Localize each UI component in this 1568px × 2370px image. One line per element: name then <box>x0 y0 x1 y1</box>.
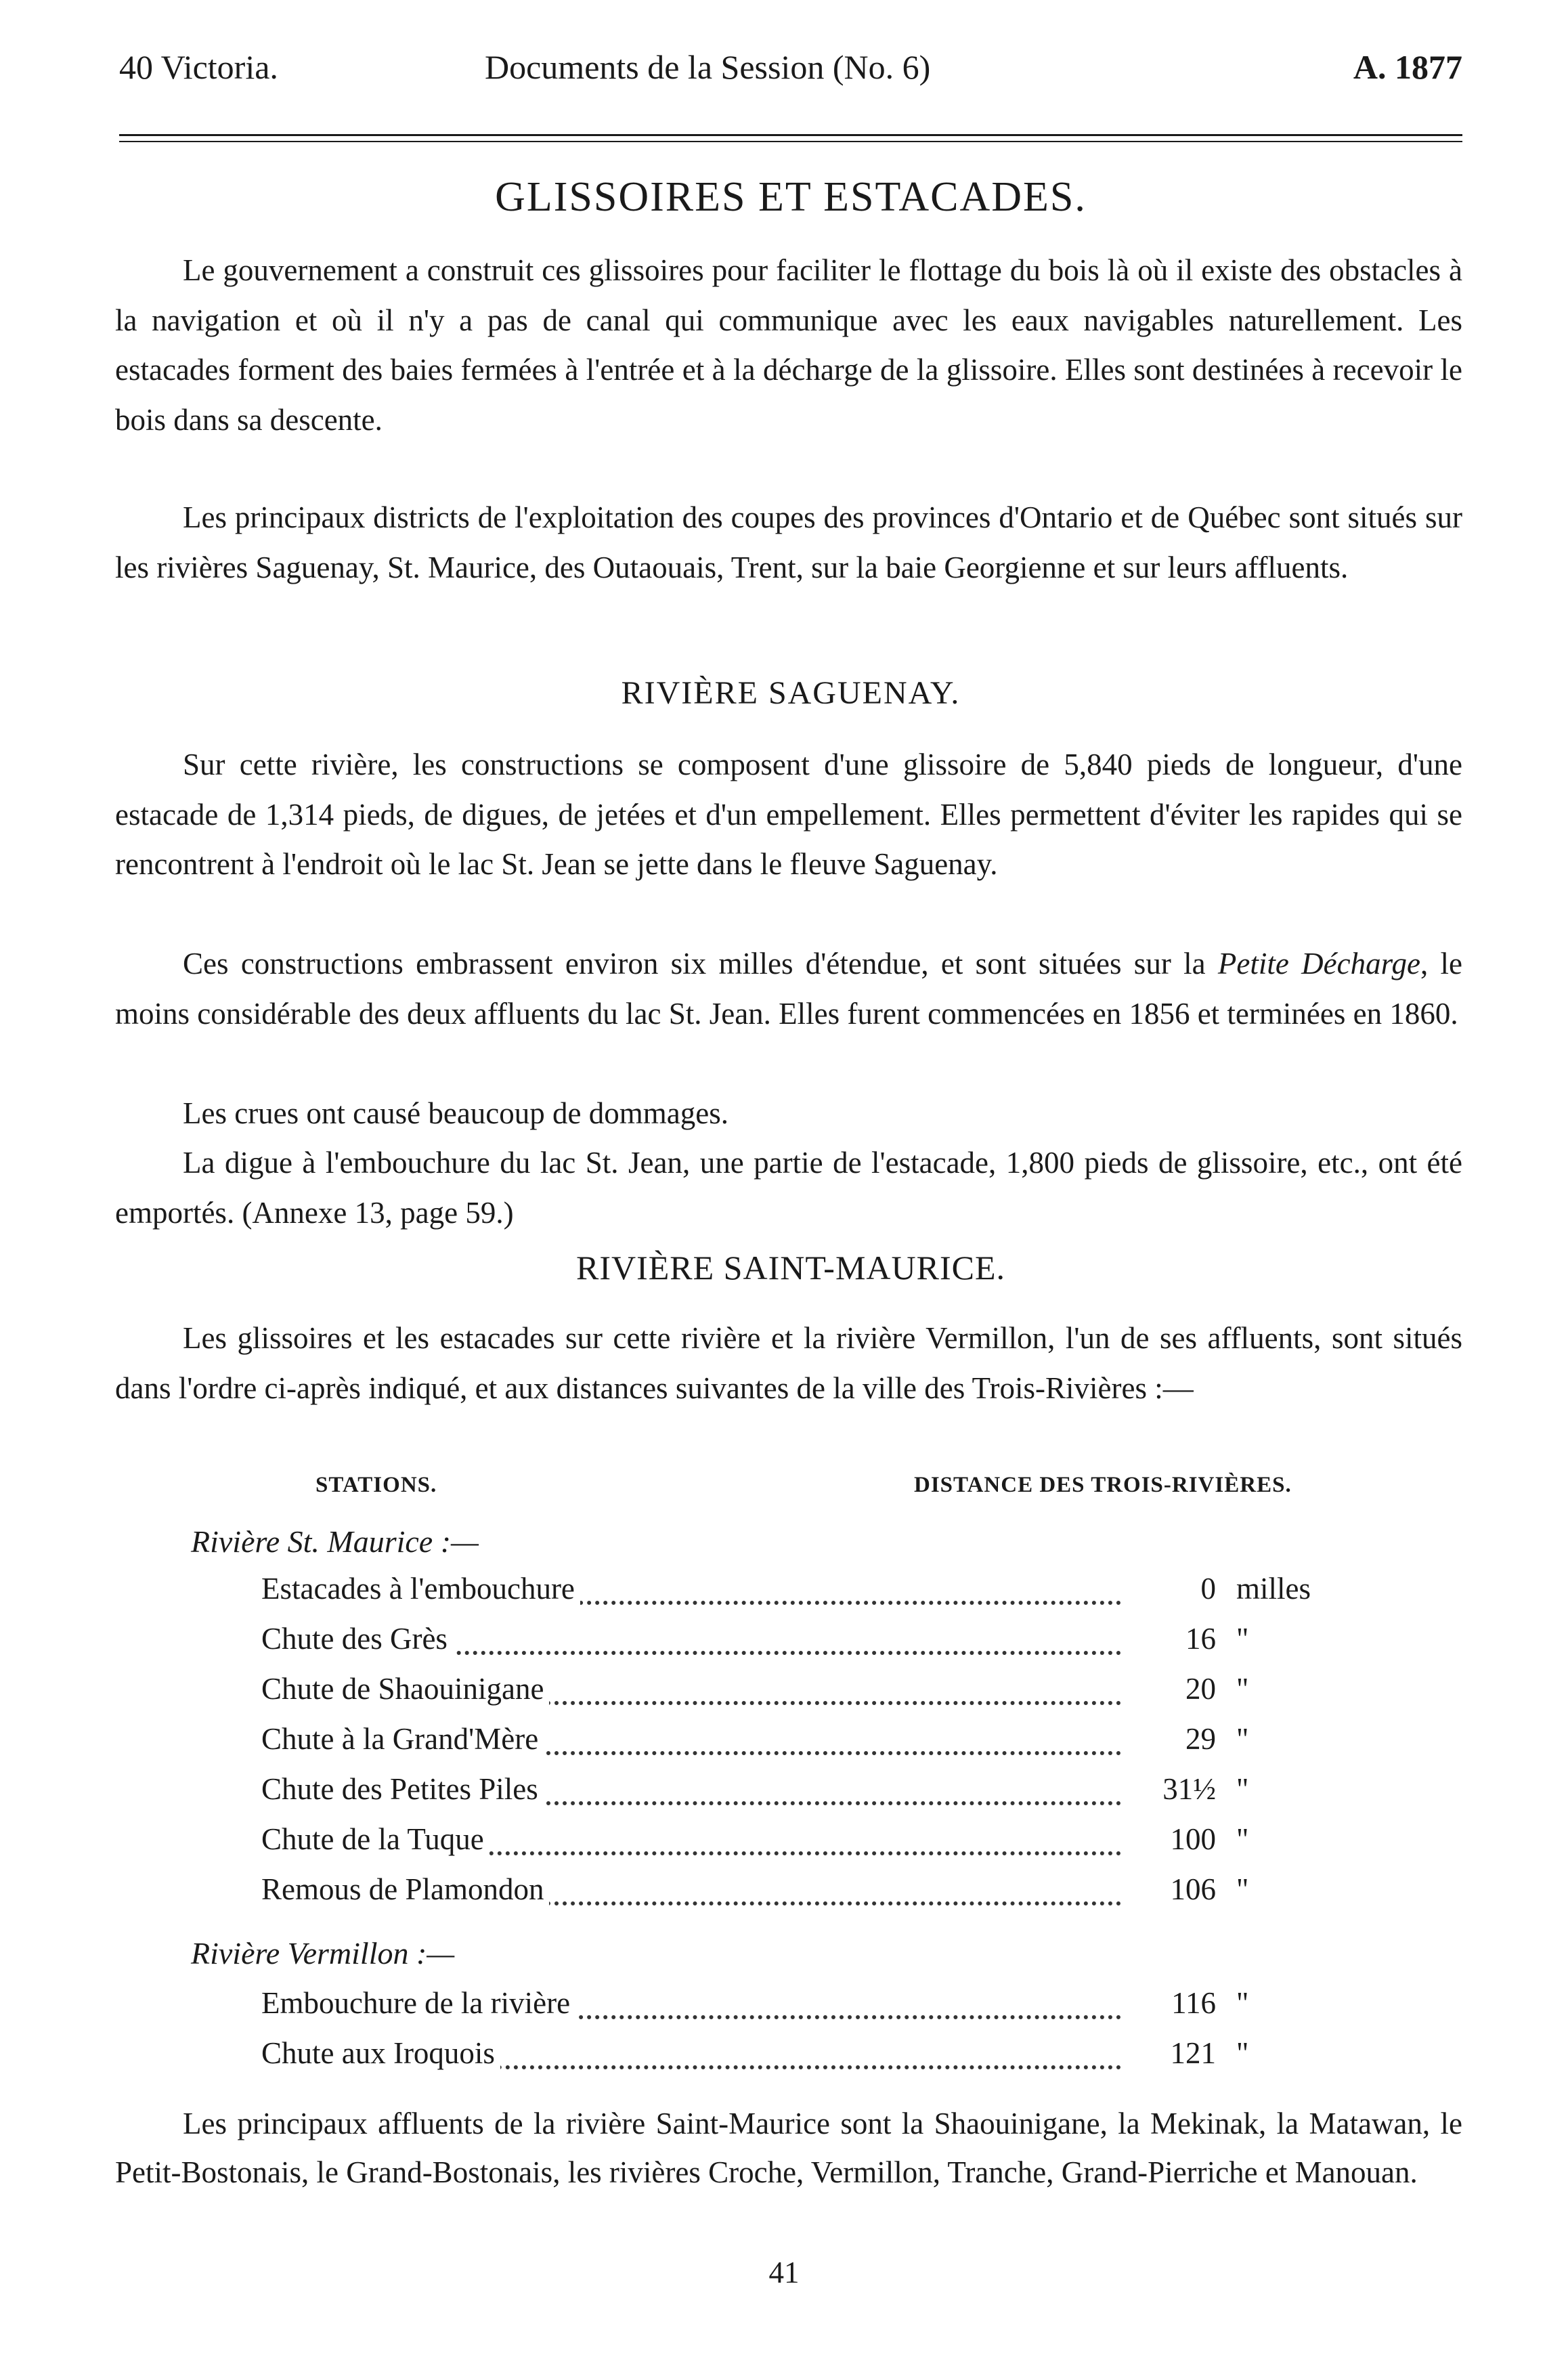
distance-value: 16 <box>1185 1622 1216 1656</box>
station-name-cell <box>261 1985 1121 2033</box>
section-title-saguenay: RIVIÈRE SAGUENAY. <box>621 675 961 711</box>
header-rule-top <box>119 134 1462 136</box>
station-name: Remous de Plamondon <box>261 1872 549 1906</box>
group-label-vermillon: Rivière Vermillon :— <box>191 1936 455 1970</box>
petite-decharge-italic: Petite Décharge <box>1217 947 1420 981</box>
table-row <box>261 1721 1351 1769</box>
paragraph-glissoires-2: Les principaux districts de l'exploitation des coupes des provinces d'Ontario et de Québec sont situés sur les rivières Saguenay, St. Maurice, des Outaouais, Trent, sur la baie Georgienne et sur leurs affluents. <box>115 500 1462 584</box>
station-name: Chute à la Grand'Mère <box>261 1722 544 1756</box>
distance-value: 20 <box>1185 1672 1216 1706</box>
paragraph-saguenay-2-end: , le moins considérable des deux affluents du lac St. Jean. Elles furent commencées en 1856 et terminées en 1860. <box>115 947 1462 1031</box>
station-name: Chute des Petites Piles <box>261 1772 544 1806</box>
distance-value: 0 <box>1200 1572 1216 1606</box>
table-row <box>261 2035 1351 2083</box>
table-row <box>261 1872 1351 1919</box>
station-name-cell <box>261 1872 1121 1919</box>
station-name: Embouchure de la rivière <box>261 1986 575 2020</box>
paragraph-saguenay-4: La digue à l'embouchure du lac St. Jean, une partie de l'estacade, 1,800 pieds de glissoire, etc., ont été emportés. (Annexe 13, page 59.) <box>115 1146 1462 1230</box>
distance-unit: " <box>1236 1872 1249 1906</box>
table-row <box>261 1985 1351 2033</box>
station-name-cell <box>261 1571 1121 1618</box>
station-name-cell <box>261 1771 1121 1819</box>
station-name: Chute de Shaouinigane <box>261 1672 549 1706</box>
table-row <box>261 1822 1351 1869</box>
distance-value: 121 <box>1170 2036 1216 2070</box>
section-title-glissoires: GLISSOIRES ET ESTACADES. <box>495 174 1087 220</box>
running-head-right: A. 1877 <box>1353 48 1462 86</box>
distance-value: 31½ <box>1162 1772 1216 1806</box>
station-name-cell <box>261 1621 1121 1668</box>
paragraph-saguenay-2 <box>115 939 1462 1039</box>
paragraph-saint-maurice-closing: Les principaux affluents de la rivière Saint-Maurice sont la Shaouinigane, la Mekinak, la Matawan, le Petit-Bostonais, le Grand-Bostonais, les rivières Croche, Vermillon, Tranche, Grand-Pierriche et Manouan. <box>115 2107 1462 2189</box>
paragraph-saguenay-1: Sur cette rivière, les constructions se composent d'une glissoire de 5,840 pieds de longueur, d'une estacade de 1,314 pieds, de digues, de jetées et d'un empellement. Elles permettent d'éviter les rapides qui se rencontrent à l'endroit où le lac St. Jean se jette dans le fleuve Saguenay. <box>115 748 1462 881</box>
station-name-cell <box>261 1822 1121 1869</box>
distance-value: 100 <box>1170 1822 1216 1856</box>
distance-unit: " <box>1236 1622 1249 1656</box>
distance-value: 29 <box>1185 1722 1216 1756</box>
distance-unit: " <box>1236 1986 1249 2020</box>
distance-unit: " <box>1236 1822 1249 1856</box>
table-row <box>261 1571 1351 1618</box>
running-head <box>119 47 1462 102</box>
distance-unit: milles <box>1236 1572 1311 1606</box>
paragraph-saguenay-3: Les crues ont causé beaucoup de dommages. <box>183 1096 728 1130</box>
station-name: Estacades à l'embouchure <box>261 1572 580 1606</box>
column-header-stations: STATIONS. <box>315 1473 437 1497</box>
table-row <box>261 1671 1351 1719</box>
paragraph-saguenay-2-start: Ces constructions embrassent environ six milles d'étendue, et sont situées sur la <box>183 947 1218 981</box>
paragraph-glissoires-1: Le gouvernement a construit ces glissoires pour faciliter le flottage du bois là où il existe des obstacles à la navigation et où il n'y a pas de canal qui communique avec les eaux navigables naturellement. Les estacades forment des baies fermées à l'entrée et à la décharge de la glissoire. Elles sont destinées à recevoir le bois dans sa descente. <box>115 253 1462 437</box>
station-name-cell <box>261 1671 1121 1719</box>
distance-unit: " <box>1236 1672 1249 1706</box>
table-row <box>261 1771 1351 1819</box>
column-header-distance: DISTANCE DES TROIS-RIVIÈRES. <box>914 1473 1292 1497</box>
running-head-left: 40 Victoria. <box>119 48 278 86</box>
distance-value: 106 <box>1170 1872 1216 1906</box>
station-name-cell <box>261 1721 1121 1769</box>
distance-value: 116 <box>1171 1986 1216 2020</box>
station-name: Chute aux Iroquois <box>261 2036 500 2070</box>
page-number: 41 <box>768 2256 800 2289</box>
distance-unit: " <box>1236 2036 1249 2070</box>
distance-unit: " <box>1236 1722 1249 1756</box>
header-rule-bottom <box>119 141 1462 142</box>
station-name: Chute des Grès <box>261 1622 453 1656</box>
table-row <box>261 1621 1351 1668</box>
section-title-saint-maurice: RIVIÈRE SAINT-MAURICE. <box>575 1249 1006 1287</box>
paragraph-saint-maurice-1: Les glissoires et les estacades sur cette rivière et la rivière Vermillon, l'un de ses affluents, sont situés dans l'ordre ci-après indiqué, et aux distances suivantes de la ville des Trois-Rivières :— <box>115 1321 1462 1405</box>
running-head-center: Documents de la Session (No. 6) <box>485 48 931 86</box>
distance-unit: " <box>1236 1772 1249 1806</box>
group-label-st-maurice: Rivière St. Maurice :— <box>191 1524 479 1559</box>
station-name: Chute de la Tuque <box>261 1822 489 1856</box>
station-name-cell <box>261 2035 1121 2083</box>
